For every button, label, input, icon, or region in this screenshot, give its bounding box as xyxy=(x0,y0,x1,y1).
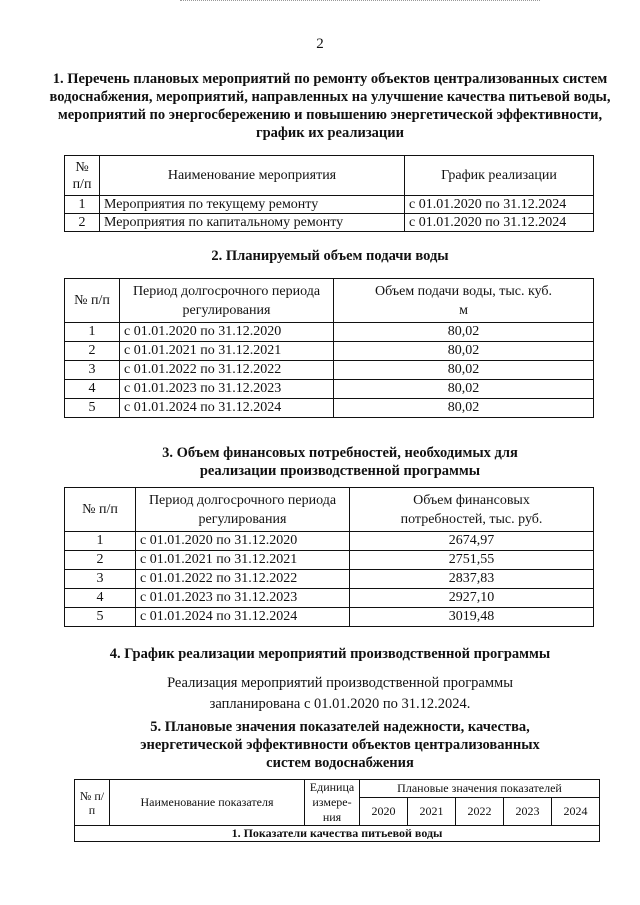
cell-schedule: с 01.01.2020 по 31.12.2024 xyxy=(405,214,594,232)
header-year: 2024 xyxy=(551,798,599,826)
subheader-quality: 1. Показатели качества питьевой воды xyxy=(75,826,600,842)
table-row xyxy=(65,342,594,361)
header-period: Период долгосрочного периода регулирования xyxy=(120,279,334,323)
header-schedule: График реализации xyxy=(405,156,594,196)
cell-schedule: с 01.01.2020 по 31.12.2024 xyxy=(405,196,594,214)
cell-num: 4 xyxy=(65,380,120,399)
section2-table xyxy=(64,278,594,418)
cell-num: 5 xyxy=(65,608,136,627)
cell-value: 80,02 xyxy=(334,399,594,418)
section2-title: 2. Планируемый объем подачи воды xyxy=(211,248,449,264)
section4-text: Реализация мероприятий производственной программы запланирована с 01.01.2020 по 31.12.2024. xyxy=(167,675,513,712)
cell-value: 80,02 xyxy=(334,342,594,361)
header-year: 2022 xyxy=(455,798,503,826)
cell-num: 4 xyxy=(65,589,136,608)
table-header-row xyxy=(75,780,600,798)
table-row xyxy=(65,323,594,342)
table-row xyxy=(65,608,594,627)
header-num: № п/п xyxy=(75,780,110,826)
table-row xyxy=(65,532,594,551)
header-value: Объем подачи воды, тыс. куб. м xyxy=(334,279,594,323)
section5-title: 5. Плановые значения показателей надежности, качества, энергетической эффективности объектов централизованных систем водоснабжения xyxy=(140,719,540,771)
section4-title: 4. График реализации мероприятий производственной программы xyxy=(109,646,551,662)
header-year: 2020 xyxy=(360,798,408,826)
cell-period: с 01.01.2020 по 31.12.2020 xyxy=(136,532,350,551)
cell-value: 2837,83 xyxy=(350,570,594,589)
section3-table xyxy=(64,487,594,627)
cell-num: 1 xyxy=(65,532,136,551)
cell-num: 2 xyxy=(65,214,100,232)
header-num: № п/п xyxy=(65,488,136,532)
header-period: Период долгосрочного периода регулирования xyxy=(136,488,350,532)
cell-period: с 01.01.2024 по 31.12.2024 xyxy=(136,608,350,627)
cell-num: 3 xyxy=(65,361,120,380)
cell-value: 3019,48 xyxy=(350,608,594,627)
header-year: 2021 xyxy=(407,798,455,826)
cell-name: Мероприятия по текущему ремонту xyxy=(100,196,405,214)
header-year: 2023 xyxy=(503,798,551,826)
header-name: Наименование мероприятия xyxy=(100,156,405,196)
cell-num: 3 xyxy=(65,570,136,589)
header-num: № п/п xyxy=(65,279,120,323)
table-row xyxy=(65,380,594,399)
table-row xyxy=(75,826,600,842)
table-row xyxy=(65,551,594,570)
cell-period: с 01.01.2024 по 31.12.2024 xyxy=(120,399,334,418)
cell-value: 2927,10 xyxy=(350,589,594,608)
section1-table xyxy=(64,155,594,232)
cell-num: 2 xyxy=(65,342,120,361)
cell-value: 80,02 xyxy=(334,361,594,380)
header-unit: Единица измере-ния xyxy=(305,780,360,826)
table-row xyxy=(65,196,594,214)
cell-period: с 01.01.2020 по 31.12.2020 xyxy=(120,323,334,342)
table-row xyxy=(65,214,594,232)
table-row xyxy=(65,570,594,589)
header-name: Наименование показателя xyxy=(110,780,305,826)
table-header-row xyxy=(65,156,594,196)
cell-num: 5 xyxy=(65,399,120,418)
table-header-row xyxy=(65,488,594,532)
cell-num: 1 xyxy=(65,196,100,214)
cell-value: 80,02 xyxy=(334,323,594,342)
table-header-row xyxy=(65,279,594,323)
scan-edge-artifact xyxy=(180,0,540,3)
section1-title: 1. Перечень плановых мероприятий по ремонту объектов централизованных систем водоснабжения, мероприятий, направленных на улучшение качества питьевой воды, мероприятий по энергосбережению и повышению энергетической эффективности, график их реализации xyxy=(49,71,611,141)
cell-period: с 01.01.2023 по 31.12.2023 xyxy=(120,380,334,399)
table-row xyxy=(65,589,594,608)
table-row xyxy=(65,399,594,418)
cell-num: 1 xyxy=(65,323,120,342)
cell-period: с 01.01.2023 по 31.12.2023 xyxy=(136,589,350,608)
header-value: Объем финансовых потребностей, тыс. руб. xyxy=(350,488,594,532)
cell-period: с 01.01.2022 по 31.12.2022 xyxy=(120,361,334,380)
cell-value: 80,02 xyxy=(334,380,594,399)
cell-value: 2751,55 xyxy=(350,551,594,570)
cell-period: с 01.01.2021 по 31.12.2021 xyxy=(136,551,350,570)
cell-period: с 01.01.2021 по 31.12.2021 xyxy=(120,342,334,361)
section5-table xyxy=(74,779,600,842)
cell-value: 2674,97 xyxy=(350,532,594,551)
section3-title: 3. Объем финансовых потребностей, необходимых для реализации производственной программы xyxy=(162,445,518,479)
page-number: 2 xyxy=(316,36,324,52)
header-num: № п/п xyxy=(65,156,100,196)
cell-period: с 01.01.2022 по 31.12.2022 xyxy=(136,570,350,589)
table-row xyxy=(65,361,594,380)
cell-num: 2 xyxy=(65,551,136,570)
cell-name: Мероприятия по капитальному ремонту xyxy=(100,214,405,232)
header-planned: Плановые значения показателей xyxy=(360,780,600,798)
